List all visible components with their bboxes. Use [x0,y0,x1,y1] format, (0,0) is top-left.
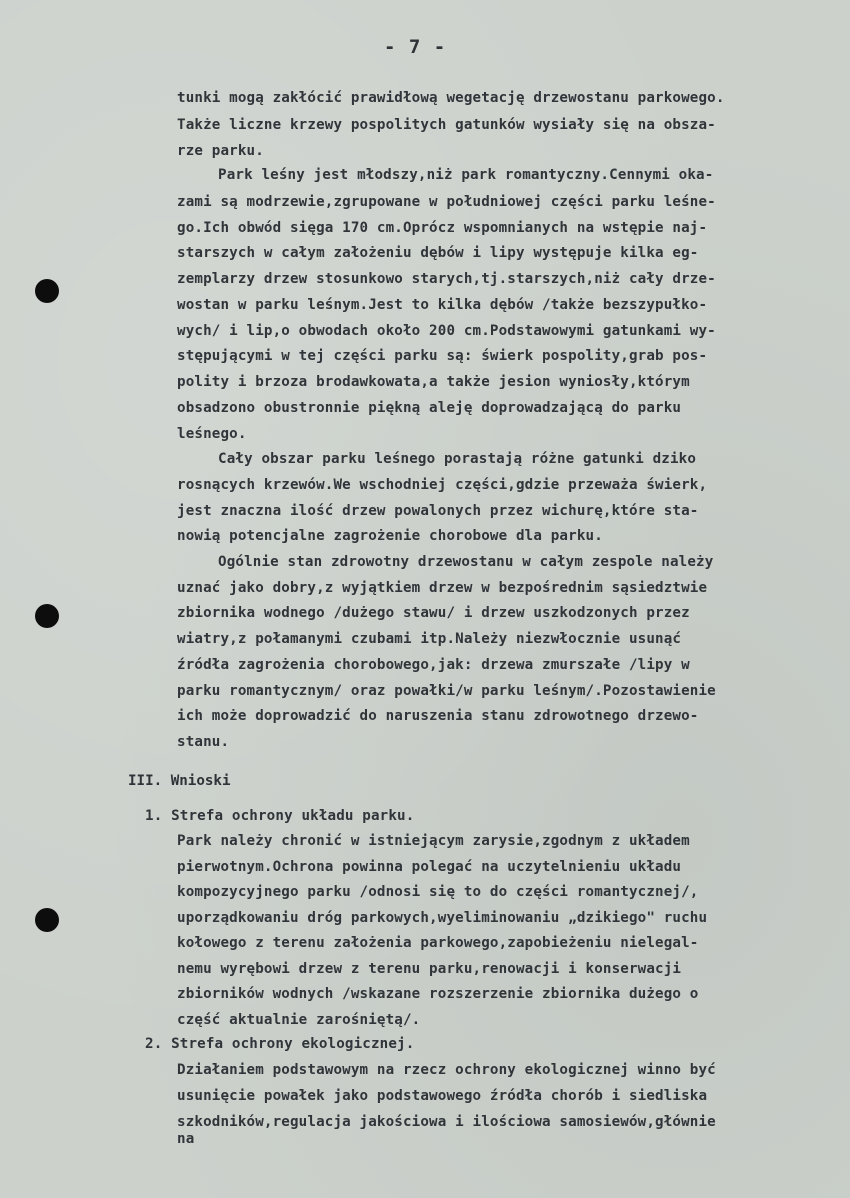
punch-hole-middle [35,604,59,628]
text-line: usunięcie powałek jako podstawowego źródła chorób i siedliska [177,1088,708,1104]
text-line: wostan w parku leśnym.Jest to kilka dębów /także bezszypułko- [177,297,708,313]
text-line: wiatry,z połamanymi czubami itp.Należy niezwłocznie usunąć [177,631,682,647]
text-line: Także liczne krzewy pospolitych gatunków wysiały się na obsza- [177,117,716,133]
text-line: go.Ich obwód sięga 170 cm.Oprócz wspomnianych na wstępie naj- [177,220,708,236]
text-line: na [177,1131,195,1147]
text-line: Działaniem podstawowym na rzecz ochrony ekologicznej winno być [177,1062,716,1078]
text-line: zbiornika wodnego /dużego stawu/ i drzew uszkodzonych przez [177,605,690,621]
text-line: nowią potencjalne zagrożenie chorobowe dla parku. [177,528,603,544]
text-line: pierwotnym.Ochrona powinna polegać na uczytelnieniu układu [177,859,682,875]
text-line: ich może doprowadzić do naruszenia stanu zdrowotnego drzewo- [177,708,699,724]
text-line: Cały obszar parku leśnego porastają różne gatunki dziko [218,451,697,467]
page-number: - 7 - [384,36,447,58]
text-line: szkodników,regulacja jakościowa i ilościowa samosiewów,głównie [177,1114,716,1130]
text-line: stępującymi w tej części parku są: świerk pospolity,grab pos- [177,348,708,364]
text-line: leśnego. [177,426,247,442]
text-line: część aktualnie zarośniętą/. [177,1012,421,1028]
text-line: źródła zagrożenia chorobowego,jak: drzewa zmurszałe /lipy w [177,657,690,673]
text-line: zbiorników wodnych /wskazane rozszerzenie zbiornika dużego o [177,986,699,1002]
text-line: rosnących krzewów.We wschodniej części,gdzie przeważa świerk, [177,477,708,493]
text-line: Park leśny jest młodszy,niż park romantyczny.Cennymi oka- [218,167,714,183]
text-line: jest znaczna ilość drzew powalonych przez wichurę,które sta- [177,503,699,519]
text-line: zemplarzy drzew stosunkowo starych,tj.starszych,niż cały drze- [177,271,716,287]
text-line: stanu. [177,734,230,750]
text-line: tunki mogą zakłócić prawidłową wegetację drzewostanu parkowego. [177,90,725,106]
text-line: kołowego z terenu założenia parkowego,zapobieżeniu nielegal- [177,935,699,951]
text-line: rze parku. [177,143,264,159]
text-line: Park należy chronić w istniejącym zarysie,zgodnym z układem [177,833,690,849]
text-line: kompozycyjnego parku /odnosi się to do części romantycznej/, [177,884,699,900]
subsection-heading: 2. Strefa ochrony ekologicznej. [145,1036,415,1052]
text-line: nemu wyrębowi drzew z terenu parku,renowacji i konserwacji [177,961,682,977]
text-line: wych/ i lip,o obwodach około 200 cm.Podstawowymi gatunkami wy- [177,323,716,339]
punch-hole-top [35,279,59,303]
text-line: obsadzono obustronnie piękną aleję doprowadzającą do parku [177,400,682,416]
text-line: zami są modrzewie,zgrupowane w południowej części parku leśne- [177,194,716,210]
text-line: uporządkowaniu dróg parkowych,wyeliminowaniu „dzikiego" ruchu [177,910,708,926]
text-line: polity i brzoza brodawkowata,a także jesion wyniosły,którym [177,374,690,390]
text-line: uznać jako dobry,z wyjątkiem drzew w bezpośrednim sąsiedztwie [177,580,708,596]
punch-hole-bottom [35,908,59,932]
section-heading: III. Wnioski [128,773,231,789]
text-line: starszych w całym założeniu dębów i lipy występuje kilka eg- [177,245,699,261]
text-line: Ogólnie stan zdrowotny drzewostanu w całym zespole należy [218,554,714,570]
subsection-heading: 1. Strefa ochrony układu parku. [145,808,415,824]
text-line: parku romantycznym/ oraz powałki/w parku leśnym/.Pozostawienie [177,683,716,699]
